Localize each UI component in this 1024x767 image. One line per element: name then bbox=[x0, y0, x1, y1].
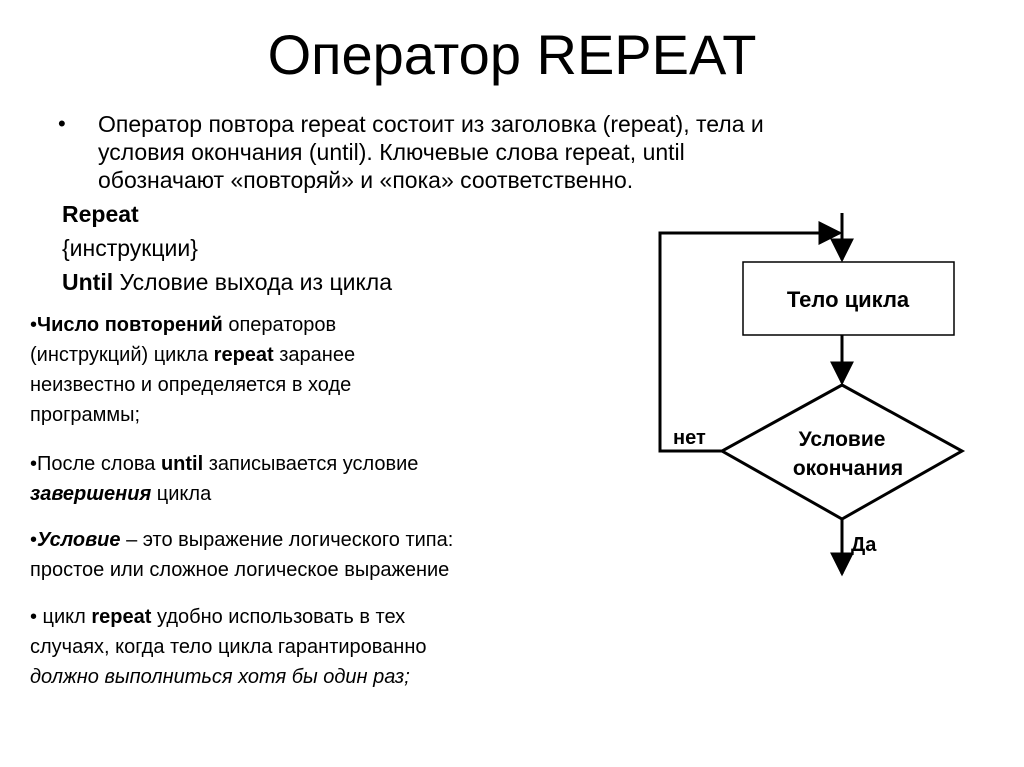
note-bold: repeat bbox=[91, 606, 152, 628]
note-bullet: • bbox=[30, 529, 38, 551]
loop-body-label: Тело цикла bbox=[786, 287, 910, 312]
note-text: • цикл bbox=[30, 606, 92, 628]
syntax-repeat: Repeat bbox=[62, 201, 139, 227]
note-bold: repeat bbox=[213, 344, 274, 366]
no-label: нет bbox=[673, 427, 706, 449]
yes-label: Да bbox=[851, 534, 877, 556]
note-text: неизвестно и определяется в ходе bbox=[30, 374, 352, 396]
condition-label-line2: окончания bbox=[792, 457, 904, 480]
note-text: удобно использовать в тех bbox=[151, 606, 406, 628]
note-italic: должно выполниться хотя бы один раз; bbox=[30, 666, 410, 688]
intro-line: условия окончания (until). Ключевые слова repeat, until bbox=[98, 139, 685, 165]
condition-label-line1: Условие bbox=[798, 428, 886, 451]
note-text: цикла bbox=[151, 483, 212, 505]
condition-diamond bbox=[722, 385, 962, 519]
syntax-instructions: {инструкции} bbox=[62, 235, 198, 261]
note-text: •После слова bbox=[30, 453, 161, 475]
note-bold: until bbox=[160, 453, 204, 475]
note-bold-italic: Условие bbox=[37, 529, 121, 551]
note-text: заранее bbox=[273, 344, 356, 366]
note-text: операторов bbox=[222, 314, 337, 336]
note-text: записывается условие bbox=[203, 453, 419, 475]
until-keyword: Until bbox=[62, 269, 114, 295]
note-text: программы; bbox=[30, 404, 141, 426]
note-text: случаях, когда тело цикла гарантированно bbox=[30, 636, 427, 658]
note-text: – это выражение логического типа: bbox=[120, 529, 454, 551]
until-condition-text: Условие выхода из цикла bbox=[113, 269, 393, 295]
slide-title: Оператор REPEAT bbox=[267, 23, 757, 86]
note-text: (инструкций) цикла bbox=[30, 344, 214, 366]
note-bold-italic: завершения bbox=[30, 483, 152, 505]
note-bold: Число повторений bbox=[37, 314, 223, 336]
intro-line: Оператор повтора repeat состоит из заголовка (repeat), тела и bbox=[98, 111, 764, 137]
intro-bullet: • bbox=[58, 111, 66, 136]
note-text: простое или сложное логическое выражение bbox=[30, 559, 450, 581]
note-bullet: • bbox=[30, 314, 38, 336]
intro-line: обозначают «повторяй» и «пока» соответственно. bbox=[98, 167, 634, 193]
